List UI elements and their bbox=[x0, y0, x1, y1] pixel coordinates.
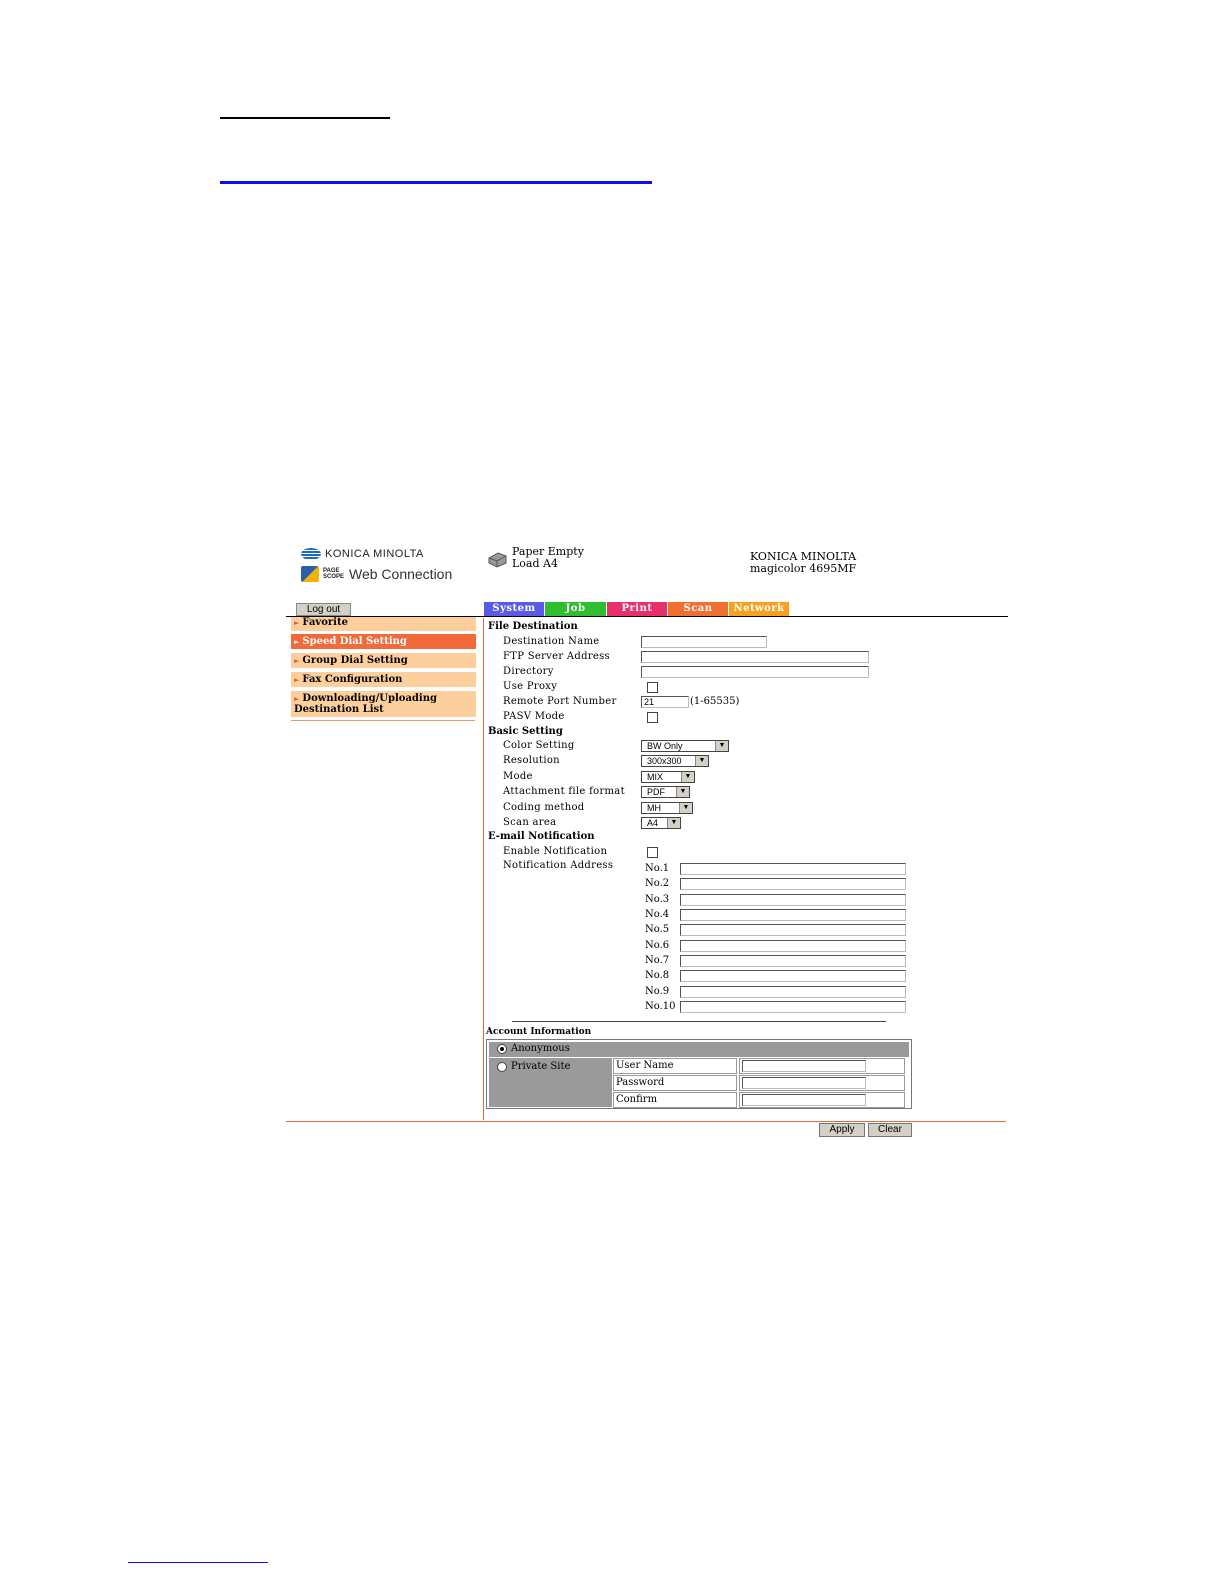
notification-number: No.8 bbox=[645, 970, 670, 981]
main-tabs bbox=[484, 602, 789, 616]
device-model bbox=[750, 551, 856, 575]
enable-notification-checkbox[interactable] bbox=[647, 847, 658, 858]
arrow-icon: ► bbox=[294, 675, 300, 684]
anonymous-row[interactable] bbox=[489, 1042, 909, 1057]
printer-warning-icon bbox=[486, 550, 508, 568]
confirm-label: Confirm bbox=[613, 1092, 737, 1108]
enable-notification-label: Enable Notification bbox=[503, 846, 608, 857]
sidebar-item-fax-configuration[interactable]: ► Fax Configuration bbox=[291, 672, 476, 687]
password-input[interactable] bbox=[742, 1077, 866, 1089]
notification-number: No.2 bbox=[645, 878, 670, 889]
konica-minolta-logo bbox=[301, 548, 424, 560]
private-site-cell[interactable] bbox=[489, 1058, 612, 1107]
mode-select[interactable]: MIX ▼ bbox=[641, 771, 695, 783]
web-connection-logo bbox=[301, 566, 452, 582]
arrow-icon: ► bbox=[294, 637, 300, 646]
notification-address-input[interactable] bbox=[680, 940, 906, 952]
arrow-icon: ► bbox=[294, 618, 300, 627]
tab-job[interactable]: Job bbox=[545, 602, 606, 616]
notification-number: No.9 bbox=[645, 986, 670, 997]
notification-number: No.6 bbox=[645, 940, 670, 951]
tab-print[interactable]: Print bbox=[607, 602, 667, 616]
tab-network[interactable]: Network bbox=[729, 602, 789, 616]
anonymous-radio[interactable] bbox=[497, 1044, 507, 1054]
user-name-cell bbox=[739, 1058, 905, 1074]
footer-divider bbox=[286, 1121, 1006, 1122]
remote-port-label: Remote Port Number bbox=[503, 696, 617, 707]
globe-icon bbox=[301, 548, 321, 560]
directory-label: Directory bbox=[503, 666, 554, 677]
scan-area-label: Scan area bbox=[503, 817, 557, 828]
notification-number: No.5 bbox=[645, 924, 670, 935]
status-line: Load A4 bbox=[512, 557, 558, 570]
model-line: KONICA MINOLTA bbox=[750, 550, 857, 563]
notification-address-input[interactable] bbox=[680, 986, 906, 998]
status-line: Paper Empty bbox=[512, 545, 584, 558]
user-name-input[interactable] bbox=[742, 1060, 866, 1072]
resolution-select[interactable]: 300x300 ▼ bbox=[641, 755, 709, 767]
section-account-information: Account Information bbox=[486, 1027, 592, 1037]
document-link-underline bbox=[220, 181, 652, 184]
color-setting-select[interactable]: BW Only ▼ bbox=[641, 740, 729, 752]
resolution-label: Resolution bbox=[503, 755, 560, 766]
notification-number: No.3 bbox=[645, 894, 670, 905]
notification-address-input[interactable] bbox=[680, 1001, 906, 1013]
section-email-notification: E-mail Notification bbox=[488, 831, 595, 842]
notification-address-input[interactable] bbox=[680, 878, 906, 890]
use-proxy-checkbox[interactable] bbox=[647, 682, 658, 693]
notification-number: No.7 bbox=[645, 955, 670, 966]
logout-button[interactable]: Log out bbox=[296, 603, 351, 616]
private-site-label: Private Site bbox=[511, 1061, 571, 1072]
attachment-format-select[interactable]: PDF ▼ bbox=[641, 786, 690, 798]
chevron-down-icon: ▼ bbox=[715, 741, 728, 751]
password-cell bbox=[739, 1075, 905, 1091]
notification-address-input[interactable] bbox=[680, 894, 906, 906]
notification-number: No.10 bbox=[645, 1001, 676, 1012]
clear-button[interactable]: Clear bbox=[868, 1123, 912, 1137]
device-status bbox=[512, 546, 584, 570]
notification-address-input[interactable] bbox=[680, 863, 906, 875]
ftp-server-input[interactable] bbox=[641, 651, 869, 663]
section-divider bbox=[512, 1021, 886, 1022]
anonymous-label: Anonymous bbox=[511, 1043, 570, 1054]
attachment-format-label: Attachment file format bbox=[503, 786, 625, 797]
pasv-mode-label: PASV Mode bbox=[503, 711, 565, 722]
remote-port-range: (1-65535) bbox=[690, 696, 740, 707]
coding-method-select[interactable]: MH ▼ bbox=[641, 802, 693, 814]
chevron-down-icon: ▼ bbox=[667, 818, 680, 828]
chevron-down-icon: ▼ bbox=[681, 772, 694, 782]
model-line: magicolor 4695MF bbox=[750, 562, 857, 575]
sidebar-item-download-upload[interactable]: ► Downloading/Uploading Destination List bbox=[291, 691, 476, 717]
arrow-icon: ► bbox=[294, 694, 300, 703]
color-setting-label: Color Setting bbox=[503, 740, 575, 751]
destination-name-label: Destination Name bbox=[503, 636, 600, 647]
remote-port-input[interactable] bbox=[641, 696, 689, 708]
destination-name-input[interactable] bbox=[641, 636, 767, 648]
chevron-down-icon: ▼ bbox=[679, 803, 692, 813]
apply-button[interactable]: Apply bbox=[819, 1123, 865, 1137]
directory-input[interactable] bbox=[641, 666, 869, 678]
sidebar-divider bbox=[291, 720, 475, 721]
confirm-cell bbox=[739, 1092, 905, 1108]
pagescope-icon bbox=[301, 566, 319, 582]
chevron-down-icon: ▼ bbox=[676, 787, 689, 797]
use-proxy-label: Use Proxy bbox=[503, 681, 558, 692]
arrow-icon: ► bbox=[294, 656, 300, 665]
account-table bbox=[486, 1039, 912, 1109]
sidebar-item-group-dial[interactable]: ► Group Dial Setting bbox=[291, 653, 476, 668]
section-file-destination: File Destination bbox=[488, 621, 578, 632]
sidebar-item-favorite[interactable]: ► Favorite bbox=[291, 617, 476, 631]
web-connection-screen bbox=[286, 540, 1016, 1150]
sidebar-item-speed-dial[interactable]: ► Speed Dial Setting bbox=[291, 634, 476, 649]
notification-address-label: Notification Address bbox=[503, 860, 614, 871]
confirm-password-input[interactable] bbox=[742, 1094, 866, 1106]
chevron-down-icon: ▼ bbox=[695, 756, 708, 766]
password-label: Password bbox=[613, 1075, 737, 1091]
coding-method-label: Coding method bbox=[503, 802, 585, 813]
section-basic-setting: Basic Setting bbox=[488, 726, 563, 737]
notification-address-input[interactable] bbox=[680, 909, 906, 921]
notification-number: No.4 bbox=[645, 909, 670, 920]
document-rule bbox=[220, 117, 390, 119]
tab-scan[interactable]: Scan bbox=[668, 602, 728, 616]
ftp-server-label: FTP Server Address bbox=[503, 651, 610, 662]
notification-address-input[interactable] bbox=[680, 924, 906, 936]
mode-label: Mode bbox=[503, 771, 533, 782]
product-small-text: PAGE SCOPE bbox=[323, 568, 345, 580]
notification-address-input[interactable] bbox=[680, 955, 906, 967]
user-name-label: User Name bbox=[613, 1058, 737, 1074]
footnote-rule bbox=[128, 1562, 268, 1563]
product-name: Web Connection bbox=[349, 566, 453, 582]
private-site-radio[interactable] bbox=[497, 1062, 507, 1072]
scan-area-select[interactable]: A4 ▼ bbox=[641, 817, 681, 829]
content-divider bbox=[483, 618, 484, 1120]
tab-system[interactable]: System bbox=[484, 602, 544, 616]
pasv-mode-checkbox[interactable] bbox=[647, 712, 658, 723]
brand-name: KONICA MINOLTA bbox=[325, 548, 424, 560]
notification-number: No.1 bbox=[645, 863, 670, 874]
notification-address-input[interactable] bbox=[680, 970, 906, 982]
